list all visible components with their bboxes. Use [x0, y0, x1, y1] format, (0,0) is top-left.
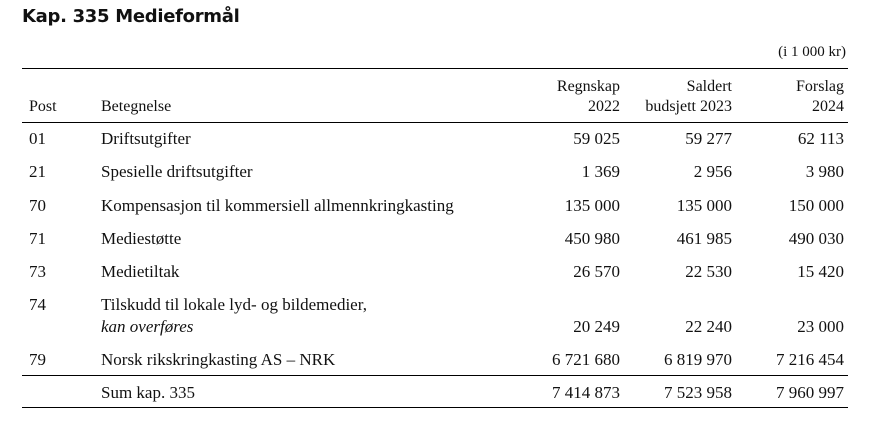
row-value-regnskap: 6 721 680: [552, 350, 620, 369]
unit-note: (i 1 000 kr): [778, 44, 846, 60]
row-value-saldert: 6 819 970: [664, 350, 732, 369]
sum-label: Sum kap. 335: [101, 383, 195, 402]
row-name: Tilskudd til lokale lyd- og bildemedier,: [101, 295, 367, 314]
header-saldert-line2: budsjett 2023: [645, 98, 732, 115]
row-post: 70: [29, 196, 46, 215]
row-name: Mediestøtte: [101, 229, 182, 248]
sum-value-saldert: 7 523 958: [664, 383, 732, 402]
row-value-forslag: 7 216 454: [776, 350, 844, 369]
header-forslag-line2: 2024: [812, 98, 844, 115]
row-value-regnskap: 20 249: [573, 317, 620, 336]
page-title: Kap. 335 Medieformål: [22, 6, 240, 27]
header-regnskap-line1: Regnskap: [556, 78, 620, 95]
sum-value-regnskap: 7 414 873: [552, 383, 620, 402]
row-name: Kompensasjon til kommersiell allmennkringkasting: [101, 196, 454, 215]
row-value-forslag: 3 980: [805, 162, 844, 181]
sum-value-forslag: 7 960 997: [776, 383, 844, 402]
row-value-saldert: 22 240: [685, 317, 732, 336]
row-post: 73: [29, 262, 46, 281]
row-value-forslag: 62 113: [797, 129, 844, 148]
header-betegnelse: Betegnelse: [101, 98, 172, 115]
row-value-saldert: 2 956: [693, 162, 732, 181]
row-post: 71: [29, 229, 46, 248]
row-name-note: kan overføres: [101, 317, 194, 336]
row-value-saldert: 135 000: [676, 196, 732, 215]
row-post: 21: [29, 162, 46, 181]
row-value-regnskap: 59 025: [573, 129, 620, 148]
header-post: Post: [29, 98, 57, 115]
row-name: Driftsutgifter: [101, 129, 191, 148]
header-rule: [22, 122, 848, 123]
row-value-saldert: 59 277: [685, 129, 732, 148]
header-forslag-line1: Forslag: [796, 78, 844, 95]
row-value-forslag: 23 000: [797, 317, 844, 336]
row-post: 74: [29, 295, 46, 314]
row-name: Medietiltak: [101, 262, 180, 281]
row-value-regnskap: 26 570: [573, 262, 620, 281]
table-bottom-rule: [22, 407, 848, 408]
row-name: Norsk rikskringkasting AS – NRK: [101, 350, 336, 369]
row-value-saldert: 461 985: [676, 229, 732, 248]
header-regnskap-line2: 2022: [588, 98, 620, 115]
row-value-forslag: 150 000: [788, 196, 844, 215]
row-value-regnskap: 1 369: [581, 162, 620, 181]
table-top-rule: [22, 68, 848, 69]
row-name: Spesielle driftsutgifter: [101, 162, 253, 181]
row-value-regnskap: 450 980: [564, 229, 620, 248]
header-saldert-line1: Saldert: [686, 78, 732, 95]
row-value-forslag: 490 030: [788, 229, 844, 248]
row-post: 79: [29, 350, 46, 369]
row-value-saldert: 22 530: [685, 262, 732, 281]
row-post: 01: [29, 129, 46, 148]
row-value-regnskap: 135 000: [564, 196, 620, 215]
row-value-forslag: 15 420: [797, 262, 844, 281]
sum-rule: [22, 375, 848, 376]
